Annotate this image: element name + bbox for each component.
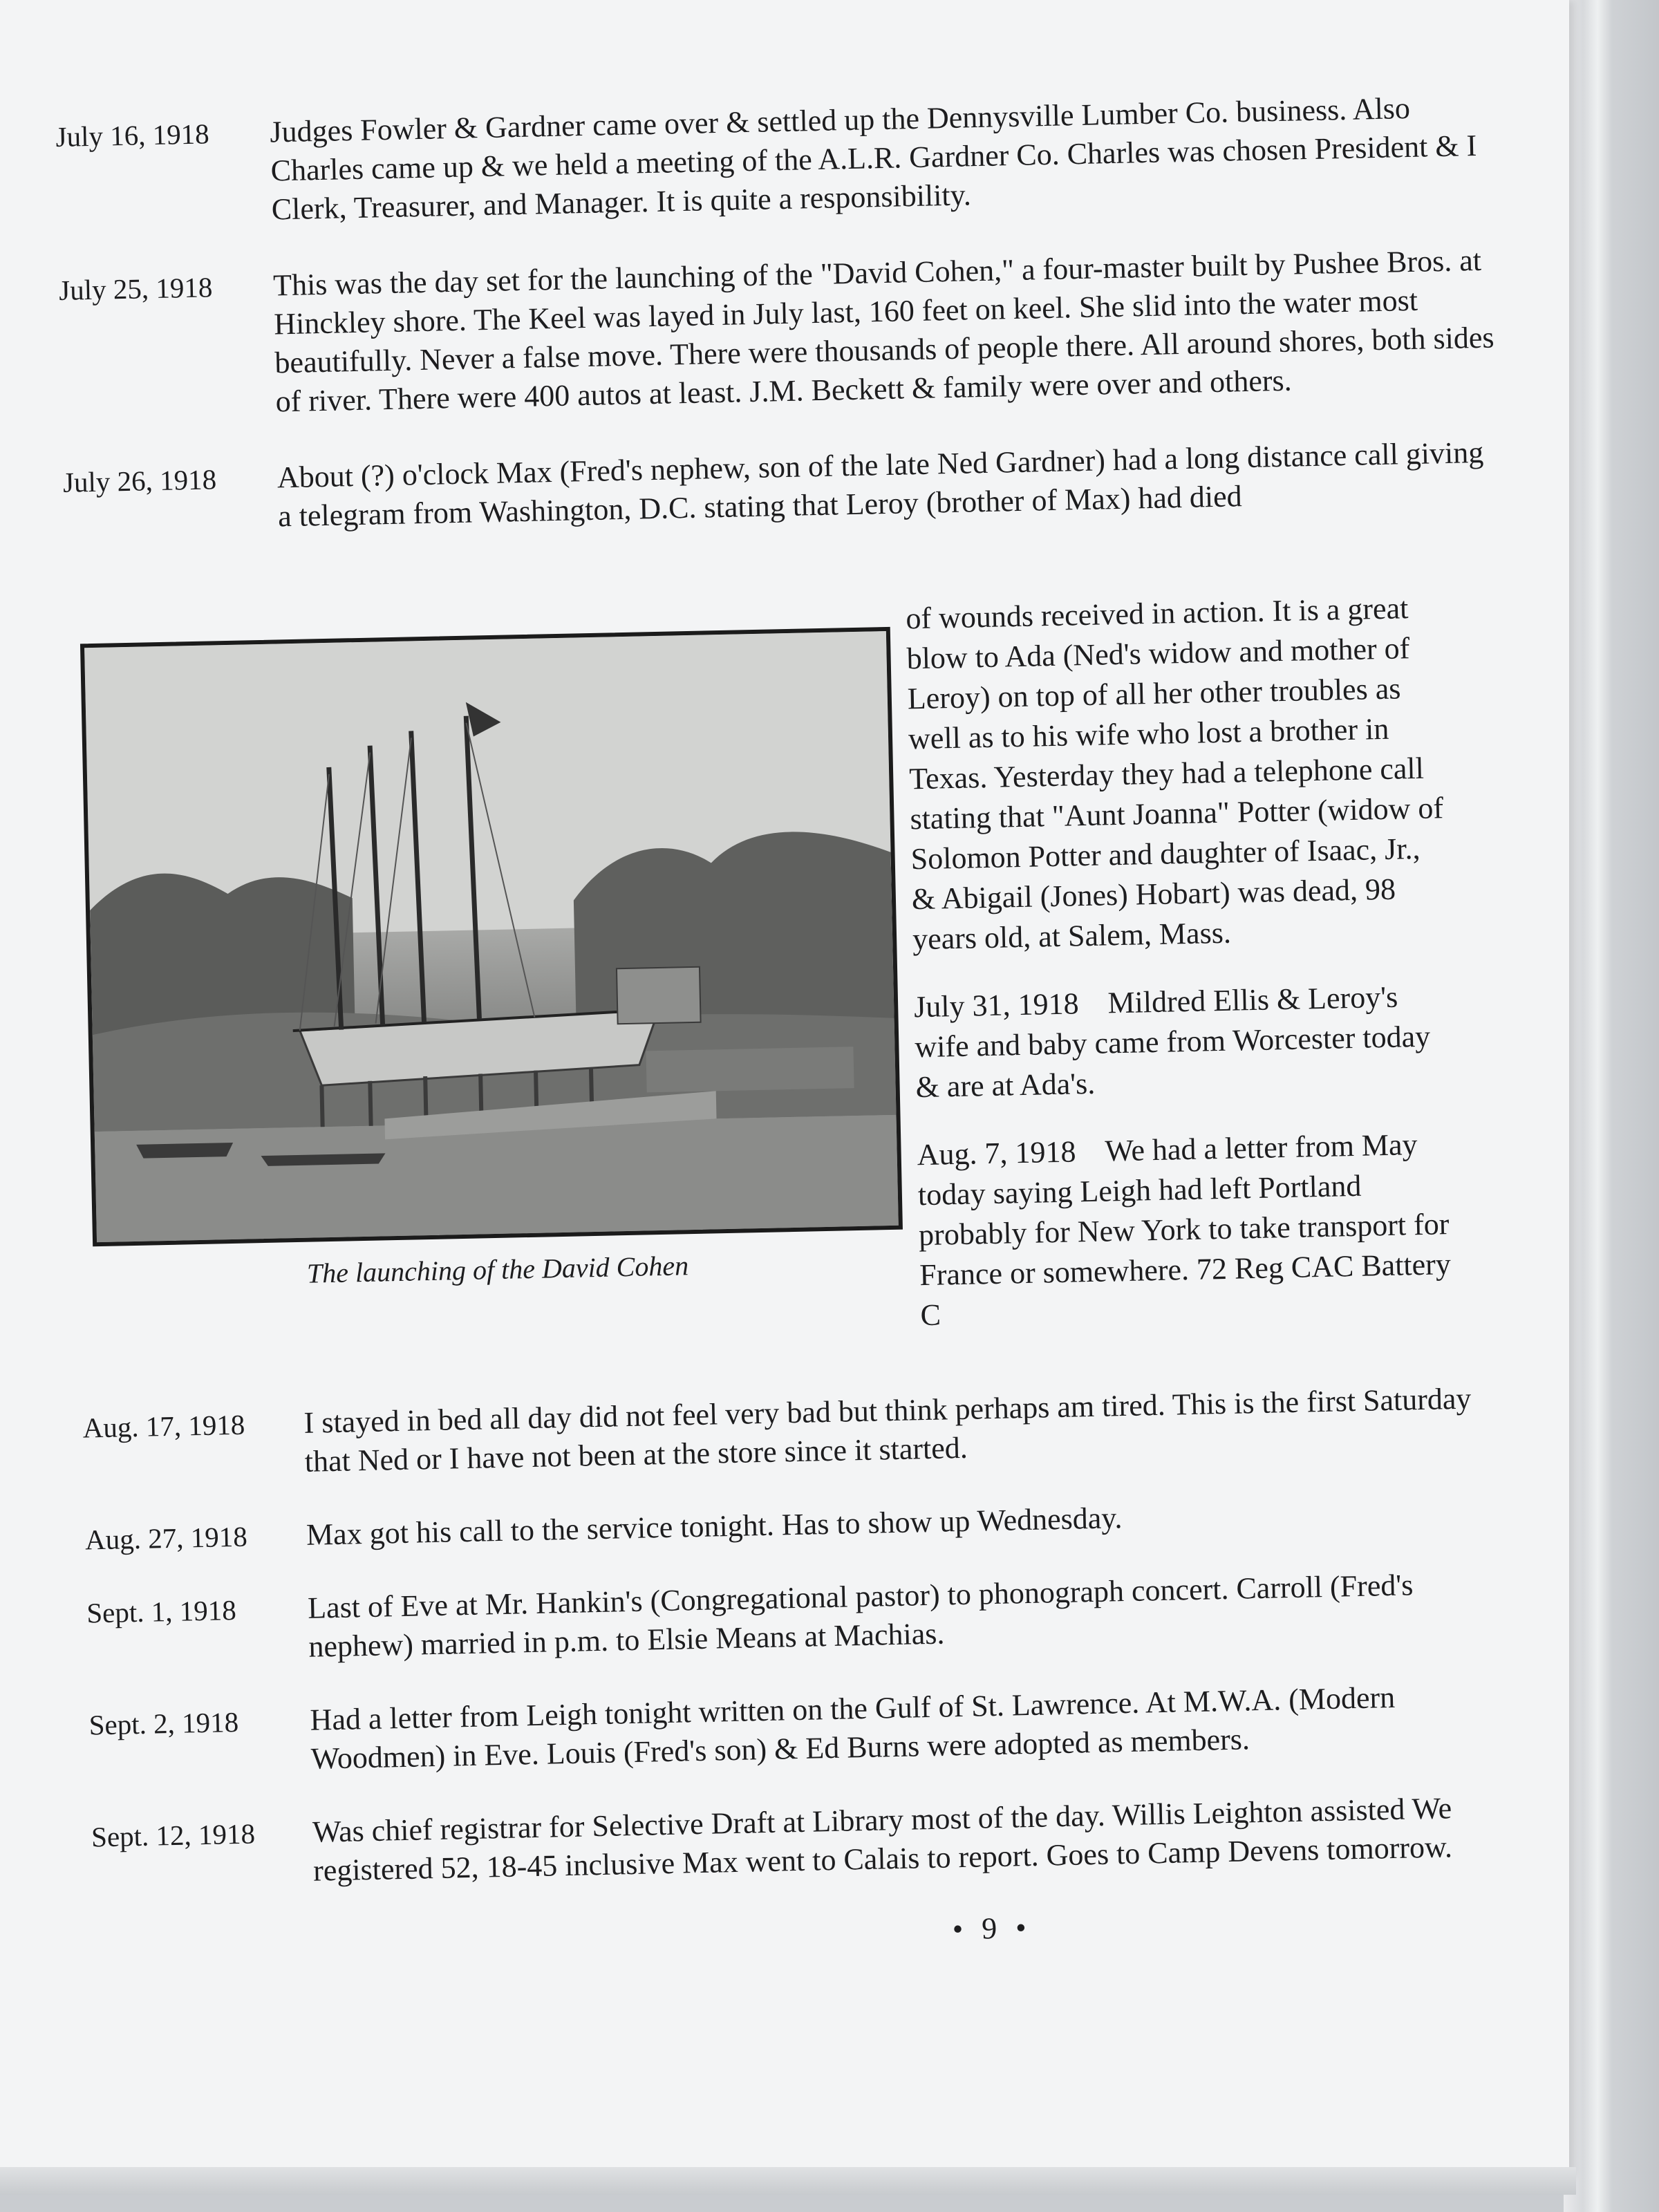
entry-date: July 26, 1918 — [62, 463, 217, 498]
diary-entry — [917, 1124, 1460, 1335]
entry-date: Sept. 1, 1918 — [86, 1593, 237, 1629]
ship-illustration — [84, 631, 899, 1242]
entry-text: Had a letter from Leigh tonight written on the Gulf of St. Lawrence. At M.W.A. (Modern Woodmen) in Eve. Louis (Fred's son) & Ed Burns were adopted as members. — [310, 1680, 1396, 1776]
entry-date: Aug. 27, 1918 — [84, 1520, 248, 1556]
entry-text: Was chief registrar for Selective Draft at Library most of the day. Willis Leighton assisted We registered 52, 18-45 inclusive Max went to Calais to report. Goes to Camp Devens tomorrow. — [312, 1791, 1453, 1888]
lower-entries — [82, 1378, 1530, 1895]
entry-date: July 31, 1918 — [913, 986, 1080, 1024]
diary-entry — [91, 1788, 1530, 1895]
entry-text: Max got his call to the service tonight. Has to show up Wednesday. — [306, 1501, 1123, 1552]
page-edge — [1564, 0, 1612, 2212]
photo-and-wrapped-text — [64, 510, 1519, 1383]
entry-text: This was the day set for the launching of the "David Cohen," a four-master built by Pushee Bros. at Hinckley shore. The Keel was layed in July last, 160 feet on keel. She slid into the water most beautifully. Never a false move. There were thousands of people there. All around shores, both sides of river. There were 400 autos at least. J.M. Beckett & family were over and others. — [272, 243, 1495, 419]
entry-text-lead: About (?) o'clock Max (Fred's nephew, son of the late Ned Gardner) had a long distance call giving a telegram from Washington, D.C. stating that Leroy (brother of Max) had died — [276, 435, 1484, 534]
page-number: • 9 • — [952, 1910, 1033, 1947]
entry-date: Aug. 7, 1918 — [917, 1134, 1076, 1172]
page-content — [55, 87, 1532, 1965]
wrapped-text-column — [906, 588, 1461, 1363]
diary-entry — [86, 1564, 1526, 1671]
entry-date: July 16, 1918 — [55, 118, 210, 153]
diary-entry — [88, 1676, 1528, 1783]
ship-launch-photo — [80, 627, 903, 1246]
entry-text: Judges Fowler & Gardner came over & settled up the Dennysville Lumber Co. business. Also Charles came up & we held a meeting of the A.L.R. Gardner Co. Charles was chosen President & I Clerk, Treasurer, and Manager. It is quite a responsibility. — [269, 91, 1477, 227]
entry-text: We had a letter from May today saying Leigh had left Portland probably for New York to take transport for France or somewhere. 72 Reg CAC Battery C — [917, 1127, 1452, 1333]
entry-text: Last of Eve at Mr. Hankin's (Congregational pastor) to phonograph concert. Carroll (Fred's nephew) married in p.m. to Elsie Means at Machias. — [307, 1568, 1414, 1664]
entry-text-wrap: of wounds received in action. It is a great blow to Ada (Ned's widow and mother of Leroy) on top of all her other troubles as well as to his wife who lost a brother in Texas. Yesterday they had a telephone call stating that "Aunt Joanna" Potter (widow of Solomon Potter and daughter of Isaac, Jr., & Abigail (Jones) Hobart) was dead, 98 years old, at Salem, Mass. — [905, 591, 1444, 957]
photo-caption: The launching of the David Cohen — [306, 1250, 689, 1289]
entry-text: I stayed in bed all day did not feel very bad but think perhaps am tired. This is the first Saturday that Ned or I have not been at the store since it started. — [303, 1381, 1472, 1479]
entry-date: Sept. 2, 1918 — [88, 1705, 239, 1741]
page-bottom-edge — [0, 2167, 1576, 2195]
entry-date: Sept. 12, 1918 — [91, 1817, 256, 1853]
diary-entry — [914, 976, 1455, 1107]
entry-date: Aug. 17, 1918 — [82, 1408, 245, 1444]
entry-date: July 25, 1918 — [58, 271, 213, 306]
diary-entry — [59, 241, 1499, 426]
diary-entry — [85, 1490, 1524, 1559]
photo-figure — [80, 627, 902, 1294]
diary-entry — [82, 1378, 1521, 1486]
entry-text: Mildred Ellis & Leroy's wife and baby came from Worcester today & are at Ada's. — [914, 980, 1431, 1105]
